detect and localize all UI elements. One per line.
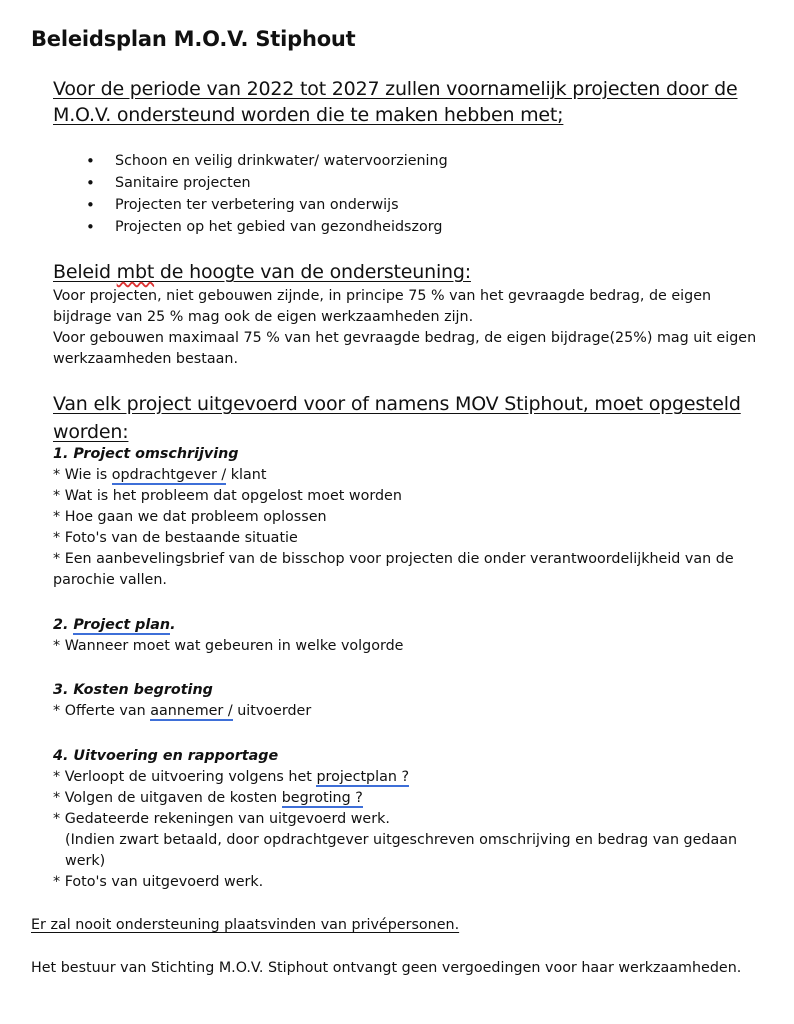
spellcheck-word: mbt — [116, 261, 155, 283]
footer-note: Er zal nooit ondersteuning plaatsvinden van privépersonen. — [31, 917, 460, 933]
paragraph-line: werk) — [65, 853, 106, 869]
paragraph-line: * Hoe gaan we dat probleem oplossen — [53, 509, 327, 525]
paragraph-line: parochie vallen. — [53, 572, 167, 588]
focus-areas-list — [86, 150, 448, 238]
list-item: • Sanitaire projecten — [86, 172, 448, 194]
section-heading — [53, 615, 403, 636]
text-part: . — [170, 617, 176, 633]
beleid-heading — [53, 261, 471, 283]
project-heading-line2: worden: — [53, 421, 129, 443]
paragraph-line — [53, 701, 311, 722]
grammar-flag: projectplan ? — [316, 769, 410, 785]
text-part: klant — [226, 467, 267, 483]
paragraph-line: * Wat is het probleem dat opgelost moet worden — [53, 488, 402, 504]
paragraph-line — [53, 465, 734, 486]
paragraph-line: * Gedateerde rekeningen van uitgevoerd werk. — [53, 811, 390, 827]
paragraph-line: * Een aanbevelingsbrief van de bisschop voor projecten die onder verantwoordelijkheid van de — [53, 551, 734, 567]
list-item: • Schoon en veilig drinkwater/ watervoorziening — [86, 150, 448, 172]
list-item: • Projecten ter verbetering van onderwijs — [86, 194, 448, 216]
beleid-heading-part: de hoogte van de ondersteuning: — [154, 261, 471, 283]
section-2 — [53, 615, 403, 657]
section-heading: 1. Project omschrijving — [53, 446, 239, 462]
beleid-paragraph — [53, 286, 756, 370]
paragraph-line: werkzaamheden bestaan. — [53, 351, 238, 367]
text-part: * Volgen de uitgaven de kosten — [53, 790, 282, 806]
grammar-flag: begroting ? — [281, 790, 363, 806]
text-part: uitvoerder — [232, 703, 312, 719]
grammar-flag: opdrachtgever / — [111, 467, 227, 483]
text-part: * Wie is — [53, 467, 112, 483]
paragraph-line: Voor gebouwen maximaal 75 % van het gevraagde bedrag, de eigen bijdrage(25%) mag uit eigen — [53, 330, 757, 346]
section-1 — [53, 444, 734, 591]
paragraph-line — [53, 767, 737, 788]
paragraph-line: bijdrage van 25 % mag ook de eigen werkzaamheden zijn. — [53, 309, 474, 325]
section-3 — [53, 680, 311, 722]
document-title: Beleidsplan M.O.V. Stiphout — [31, 27, 356, 51]
section-heading: 4. Uitvoering en rapportage — [53, 748, 279, 764]
text-part: 2. — [53, 617, 74, 633]
paragraph-line — [53, 788, 737, 809]
paragraph-line: Voor projecten, niet gebouwen zijnde, in principe 75 % van het gevraagde bedrag, de eigen — [53, 288, 712, 304]
text-part: * Verloopt de uitvoering volgens het — [53, 769, 317, 785]
text-part: * Offerte van — [53, 703, 151, 719]
beleid-heading-part: Beleid — [53, 261, 117, 283]
grammar-flag: Project plan — [73, 617, 171, 633]
paragraph-line: (Indien zwart betaald, door opdrachtgever uitgeschreven omschrijving en bedrag van gedaan — [65, 832, 738, 848]
footer-statement: Het bestuur van Stichting M.O.V. Stiphout ontvangt geen vergoedingen voor haar werkzaamheden. — [31, 960, 742, 976]
project-heading-line1: Van elk project uitgevoerd voor of namens MOV Stiphout, moet opgesteld — [53, 393, 741, 415]
paragraph-line: * Foto's van de bestaande situatie — [53, 530, 298, 546]
intro-heading-line2: M.O.V. ondersteund worden die te maken hebben met; — [53, 104, 564, 126]
paragraph-line: * Wanneer moet wat gebeuren in welke volgorde — [53, 638, 404, 654]
intro-heading-line1: Voor de periode van 2022 tot 2027 zullen voornamelijk projecten door de — [53, 78, 738, 100]
section-heading: 3. Kosten begroting — [53, 682, 213, 698]
section-4 — [53, 746, 737, 893]
paragraph-line: * Foto's van uitgevoerd werk. — [53, 874, 264, 890]
grammar-flag: aannemer / — [150, 703, 233, 719]
list-item: • Projecten op het gebied van gezondheidszorg — [86, 216, 448, 238]
